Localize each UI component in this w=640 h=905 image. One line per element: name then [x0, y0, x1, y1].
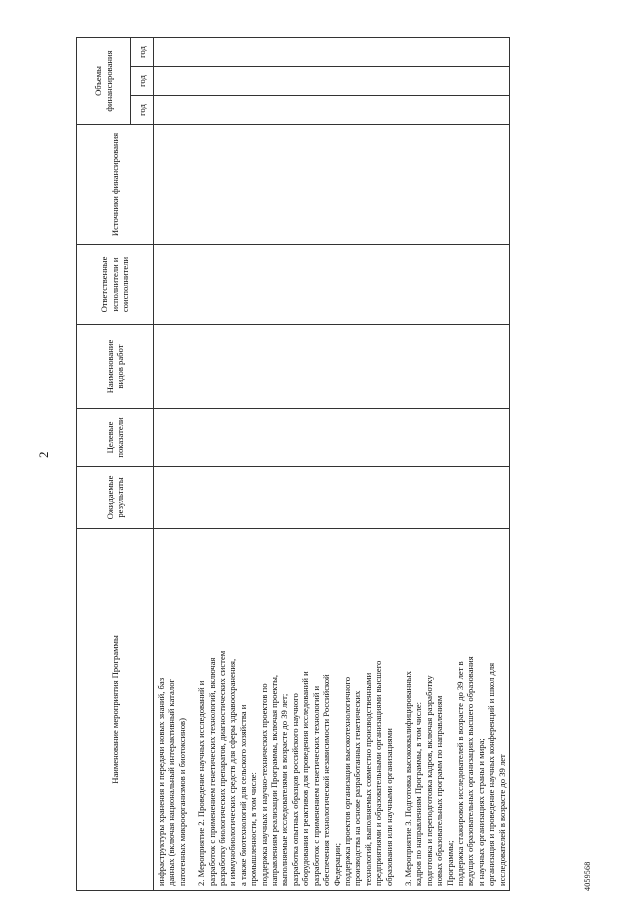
header-target-indicators: Целевые показатели — [77, 409, 154, 467]
text-line: ведущих образовательных организациях высшего образования — [465, 656, 476, 886]
funding-year-3-cell — [154, 38, 510, 67]
funding-year-1-cell — [154, 96, 510, 125]
text-line: поддержка проектов организации высокотехнологичного — [341, 677, 352, 886]
text-line: обеспечения технологической независимости Российской — [321, 674, 332, 886]
document-code: 4059568 — [583, 861, 592, 891]
text-line: новых образовательных программ по направлениям — [434, 695, 445, 886]
executors-cell — [154, 245, 510, 325]
text-line: 2. Мероприятие 2. Проведение научных исследований и — [196, 680, 207, 886]
page-number: 2 — [36, 451, 51, 458]
text-line: и научных организациях страны и мира; — [475, 738, 486, 886]
program-measures-table — [76, 37, 510, 891]
text-line: Программы; — [444, 840, 455, 886]
text-line: данных (включая национальный интерактивный каталог — [166, 678, 177, 886]
text-line: предприятиями и образовательными организациями высшего — [373, 660, 384, 886]
measure-3 — [403, 533, 507, 886]
table-row — [154, 38, 510, 891]
text-line: организация и проведение научных конференций и школ для — [486, 662, 497, 886]
header-measure-name: Наименование мероприятия Программы — [77, 529, 154, 891]
header-executors: Ответственные исполнители и соисполнители — [77, 245, 154, 325]
text-line: Федерации; — [331, 843, 342, 886]
header-work-types: Наименование видов работ — [77, 325, 154, 409]
measure-2 — [196, 533, 394, 886]
text-line: разработка опытных образцов российского научного — [289, 693, 300, 886]
header-year-2: год — [131, 67, 154, 96]
text-line: разработку биологических препаратов, диагностических систем — [217, 650, 228, 886]
text-line: а также биотехнологий для сельского хозяйства и — [237, 704, 248, 886]
text-line: оборудования и реактивов для проведения исследований и — [300, 671, 311, 886]
text-line: направлениям реализации Программы, включая проекты, — [269, 674, 280, 886]
funding-sources-cell — [154, 125, 510, 245]
work-types-cell — [154, 325, 510, 409]
text-line: и иммунобиологических средств для сферы здравоохранения, — [227, 658, 238, 886]
text-line: исследователей в возрасте до 39 лет — [496, 754, 507, 886]
text-line: выполняемые исследователями в возрасте до 39 лет; — [279, 693, 290, 886]
text-line: поддержка стажировок исследователей в возрасте до 39 лет в — [454, 661, 465, 886]
text-line: разработок с применением генетических технологий, включая — [206, 657, 217, 886]
expected-results-cell — [154, 467, 510, 529]
text-line: промышленности, в том числе: — [248, 772, 259, 886]
header-expected-results: Ожидаемые результаты — [77, 467, 154, 529]
header-year-3: год — [131, 38, 154, 67]
text-line: поддержка научных и научно-технических проектов по — [258, 683, 269, 886]
text-line: инфраструктуры хранения и передачи новых знаний, баз — [156, 677, 166, 886]
text-line: образования или научными организациями — [383, 728, 394, 886]
header-funding-volume: Объемы финансирования — [77, 38, 131, 125]
funding-year-2-cell — [154, 67, 510, 96]
text-line: технологий, выполняемых совместно производственными — [362, 672, 373, 886]
text-line: 3. Мероприятие 3. Подготовка высококвалифицированных — [402, 671, 413, 886]
target-indicators-cell — [154, 409, 510, 467]
measure-name-cell — [154, 529, 510, 891]
text-line: разработок с применением генетических технологий и — [310, 685, 321, 886]
text-line: кадров по направлениям Программы, в том числе: — [413, 701, 424, 886]
header-year-1: год — [131, 96, 154, 125]
text-line: производства на основе разработанных генетических — [352, 690, 363, 886]
header-funding-sources: Источники финансирования — [77, 125, 154, 245]
text-line: патогенных микроорганизмов и биотоксинов) — [176, 718, 187, 886]
text-line: подготовка и переподготовка кадров, включая разработку — [423, 675, 434, 886]
measure-1-continuation — [156, 533, 187, 886]
